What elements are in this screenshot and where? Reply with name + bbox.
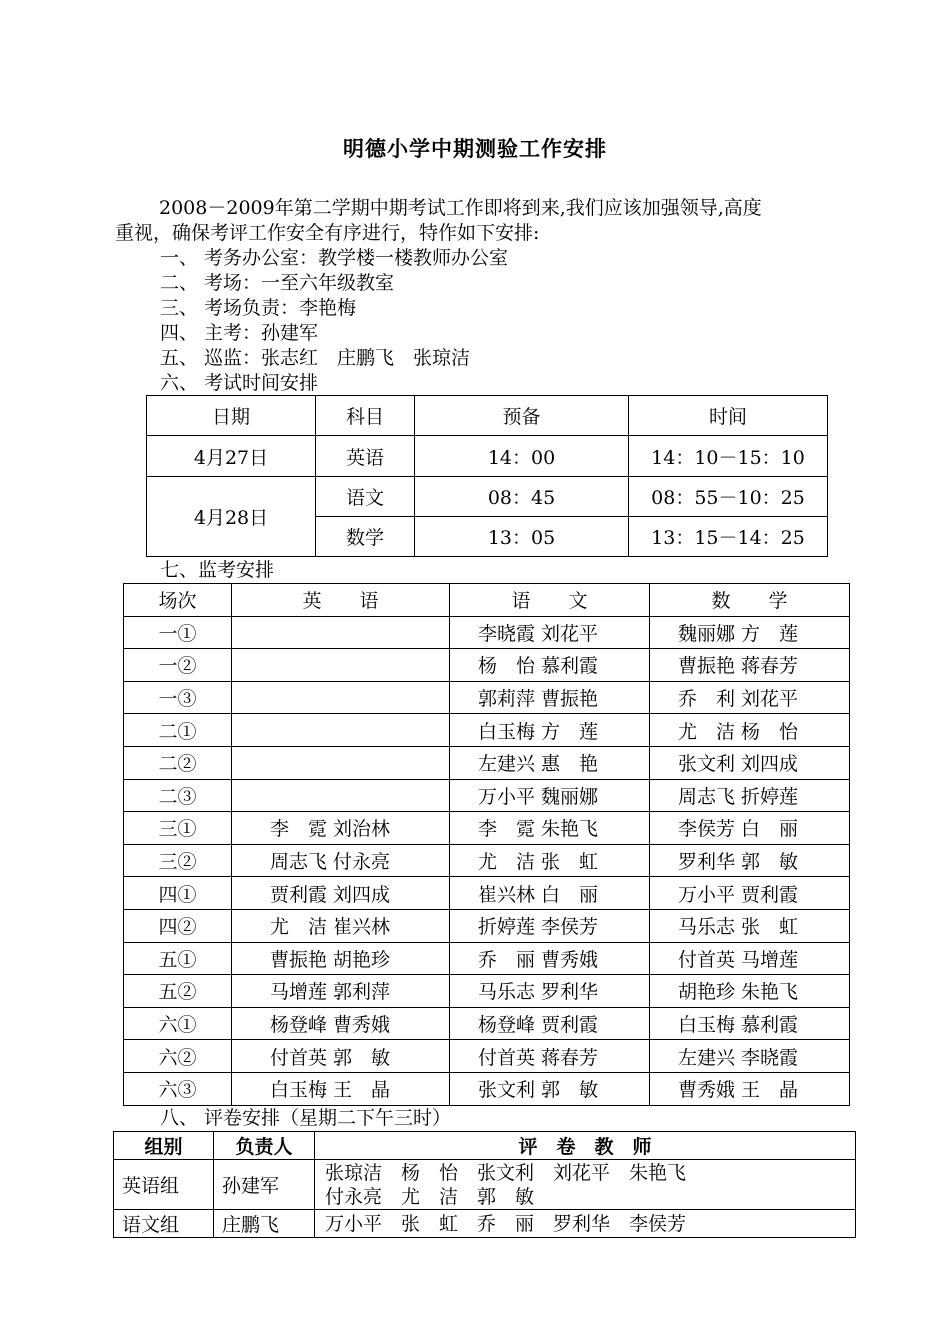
- marking-leader: 庄鹏飞: [214, 1210, 315, 1238]
- header-prep: 预备: [415, 396, 629, 436]
- proctor-english: [232, 681, 450, 714]
- proctor-english: [232, 616, 450, 649]
- marking-heading: 八、 评卷安排（星期二下午三时）: [160, 1107, 452, 1129]
- exam-row: [147, 436, 828, 477]
- header-english: 英 语: [232, 584, 450, 617]
- marking-group: 英语组: [114, 1160, 214, 1210]
- proctor-session: 五②: [124, 975, 232, 1008]
- intro-line-1: 2008－2009年第二学期中期考试工作即将到来,我们应该加强领导,高度: [159, 197, 762, 219]
- proctor-english: [232, 649, 450, 682]
- proctor-english: [232, 714, 450, 747]
- item-schedule-heading: 六、 考试时间安排: [160, 372, 319, 394]
- exam-time: 14：10－15：10: [629, 436, 828, 477]
- proctor-header-row: [124, 584, 850, 617]
- proctor-math: 罗利华 郭 敏: [650, 844, 850, 877]
- marking-table: [113, 1131, 856, 1238]
- exam-subject: 数学: [316, 517, 415, 557]
- header-leader: 负责人: [214, 1132, 315, 1160]
- marking-row: [114, 1160, 856, 1210]
- proctor-session: 六①: [124, 1007, 232, 1040]
- proctor-english: 曹振艳 胡艳珍: [232, 942, 450, 975]
- proctor-math: 左建兴 李晓霞: [650, 1040, 850, 1073]
- item-exam-rooms: 二、 考场：一至六年级教室: [160, 272, 395, 294]
- exam-date: 4月27日: [147, 436, 316, 477]
- exam-subject: 英语: [316, 436, 415, 477]
- marking-teachers: 万小平 张 虹 乔 丽 罗利华 李侯芳: [315, 1210, 856, 1238]
- proctor-session: 六②: [124, 1040, 232, 1073]
- proctor-row: [124, 844, 850, 877]
- proctor-row: [124, 877, 850, 910]
- proctor-row: [124, 681, 850, 714]
- proctor-row: [124, 1007, 850, 1040]
- proctor-row: [124, 975, 850, 1008]
- proctor-english: [232, 779, 450, 812]
- proctor-english: 周志飞 付永亮: [232, 844, 450, 877]
- item-exam-office: 一、 考务办公室：教学楼一楼教师办公室: [160, 247, 509, 269]
- proctor-session: 一③: [124, 681, 232, 714]
- proctor-row: [124, 909, 850, 942]
- proctor-chinese: 郭莉萍 曹振艳: [450, 681, 650, 714]
- proctor-chinese: 乔 丽 曹秀娥: [450, 942, 650, 975]
- proctor-chinese: 崔兴林 白 丽: [450, 877, 650, 910]
- proctor-math: 万小平 贾利霞: [650, 877, 850, 910]
- header-teachers: 评 卷 教 师: [315, 1132, 856, 1160]
- proctor-row: [124, 746, 850, 779]
- proctor-session: 三②: [124, 844, 232, 877]
- exam-prep: 14：00: [415, 436, 629, 477]
- proctor-table-body: [124, 584, 850, 1106]
- header-session: 场次: [124, 584, 232, 617]
- proctor-math: 乔 利 刘花平: [650, 681, 850, 714]
- exam-subject: 语文: [316, 477, 415, 517]
- item-patrol: 五、 巡监：张志红 庄鹏飞 张琼洁: [160, 347, 471, 369]
- exam-date: 4月28日: [147, 477, 316, 557]
- header-time: 时间: [629, 396, 828, 436]
- proctor-session: 一①: [124, 616, 232, 649]
- marking-leader: 孙建军: [214, 1160, 315, 1210]
- header-chinese: 语 文: [450, 584, 650, 617]
- proctor-row: [124, 1072, 850, 1105]
- header-math: 数 学: [650, 584, 850, 617]
- proctor-chinese: 杨 怡 慕利霞: [450, 649, 650, 682]
- proctor-chinese: 李 霓 朱艳飞: [450, 812, 650, 845]
- proctor-session: 三①: [124, 812, 232, 845]
- header-subject: 科目: [316, 396, 415, 436]
- proctor-english: 杨登峰 曹秀娥: [232, 1007, 450, 1040]
- exam-prep: 08：45: [415, 477, 629, 517]
- item-chief-examiner: 四、 主考：孙建军: [160, 322, 319, 344]
- proctor-math: 胡艳珍 朱艳飞: [650, 975, 850, 1008]
- proctor-chinese: 折婷莲 李侯芳: [450, 909, 650, 942]
- exam-row: [147, 477, 828, 517]
- proctor-chinese: 杨登峰 贾利霞: [450, 1007, 650, 1040]
- item-room-manager: 三、 考场负责：李艳梅: [160, 297, 357, 319]
- proctor-chinese: 付首英 蒋春芳: [450, 1040, 650, 1073]
- proctor-math: 张文利 刘四成: [650, 746, 850, 779]
- proctor-chinese: 万小平 魏丽娜: [450, 779, 650, 812]
- proctor-english: 马增莲 郭利萍: [232, 975, 450, 1008]
- proctor-table: [123, 583, 850, 1106]
- proctor-math: 魏丽娜 方 莲: [650, 616, 850, 649]
- proctor-row: [124, 942, 850, 975]
- proctor-math: 尤 洁 杨 怡: [650, 714, 850, 747]
- proctor-row: [124, 1040, 850, 1073]
- marking-group: 语文组: [114, 1210, 214, 1238]
- exam-schedule-table: [146, 395, 828, 557]
- exam-time: 08：55－10：25: [629, 477, 828, 517]
- proctor-chinese: 张文利 郭 敏: [450, 1072, 650, 1105]
- proctor-session: 一②: [124, 649, 232, 682]
- proctor-chinese: 白玉梅 方 莲: [450, 714, 650, 747]
- marking-teachers: [315, 1160, 856, 1210]
- intro-line-2: 重视，确保考评工作安全有序进行，特作如下安排:: [115, 222, 540, 244]
- header-group: 组别: [114, 1132, 214, 1160]
- marking-header-row: [114, 1132, 856, 1160]
- proctor-row: [124, 779, 850, 812]
- proctor-session: 六③: [124, 1072, 232, 1105]
- marking-row: [114, 1210, 856, 1238]
- proctor-chinese: 左建兴 惠 艳: [450, 746, 650, 779]
- proctor-english: [232, 746, 450, 779]
- exam-prep: 13：05: [415, 517, 629, 557]
- proctor-session: 二③: [124, 779, 232, 812]
- proctor-chinese: 李晓霞 刘花平: [450, 616, 650, 649]
- proctor-english: 付首英 郭 敏: [232, 1040, 450, 1073]
- proctor-session: 二②: [124, 746, 232, 779]
- proctor-math: 马乐志 张 虹: [650, 909, 850, 942]
- proctor-english: 李 霓 刘治林: [232, 812, 450, 845]
- teachers-line: 张琼洁 杨 怡 张文利 刘花平 朱艳飞: [325, 1161, 687, 1184]
- exam-header-row: [147, 396, 828, 436]
- proctor-heading: 七、监考安排: [160, 559, 275, 581]
- proctor-english: 尤 洁 崔兴林: [232, 909, 450, 942]
- proctor-math: 周志飞 折婷莲: [650, 779, 850, 812]
- proctor-math: 付首英 马增莲: [650, 942, 850, 975]
- proctor-english: 贾利霞 刘四成: [232, 877, 450, 910]
- proctor-row: [124, 616, 850, 649]
- exam-time: 13：15－14：25: [629, 517, 828, 557]
- page-title: 明德小学中期测验工作安排: [343, 136, 607, 161]
- intro-paragraph: [115, 196, 865, 246]
- header-date: 日期: [147, 396, 316, 436]
- proctor-math: 曹秀娥 王 晶: [650, 1072, 850, 1105]
- teachers-line: 付永亮 尤 洁 郭 敏: [325, 1185, 535, 1208]
- proctor-chinese: 马乐志 罗利华: [450, 975, 650, 1008]
- proctor-session: 四①: [124, 877, 232, 910]
- proctor-english: 白玉梅 王 晶: [232, 1072, 450, 1105]
- proctor-row: [124, 714, 850, 747]
- proctor-chinese: 尤 洁 张 虹: [450, 844, 650, 877]
- proctor-session: 四②: [124, 909, 232, 942]
- proctor-row: [124, 649, 850, 682]
- proctor-math: 李侯芳 白 丽: [650, 812, 850, 845]
- proctor-session: 二①: [124, 714, 232, 747]
- proctor-session: 五①: [124, 942, 232, 975]
- proctor-math: 曹振艳 蒋春芳: [650, 649, 850, 682]
- proctor-math: 白玉梅 慕利霞: [650, 1007, 850, 1040]
- proctor-row: [124, 812, 850, 845]
